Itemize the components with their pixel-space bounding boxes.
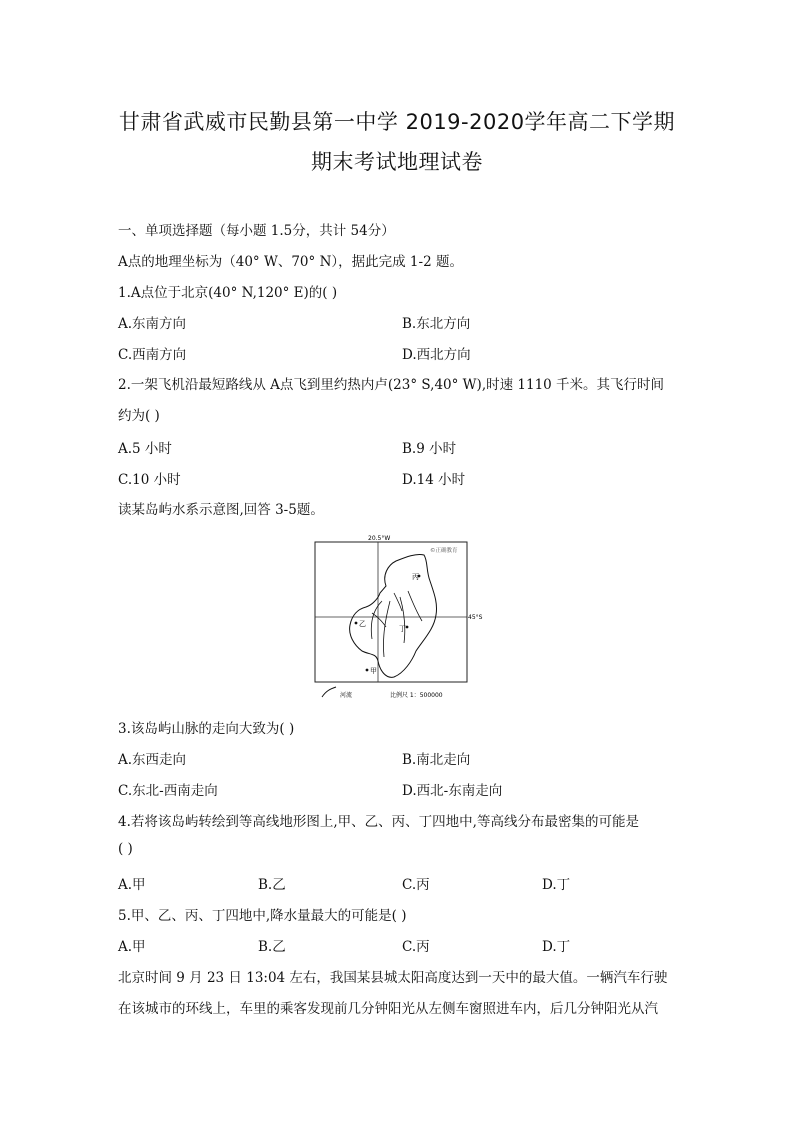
map-frame <box>315 542 467 682</box>
legend-river-label: 河流 <box>340 692 353 699</box>
section-heading: 一、单项选择题（每小题 1.5分，共计 54分） <box>118 223 395 239</box>
river-path <box>372 613 386 627</box>
place-yi-label: 乙 <box>359 620 366 628</box>
q5-option-d: D.丁 <box>542 939 571 955</box>
q2-stem-line2: 约为( ) <box>118 408 160 424</box>
river-path <box>394 593 402 611</box>
q4-option-a: A.甲 <box>118 877 146 893</box>
passage-line1: 北京时间 9 月 23 日 13:04 左右，我国某县城太阳高度达到一天中的最大值。一辆汽车行驶 <box>118 970 668 986</box>
q5-stem: 5.甲、乙、丙、丁四地中,降水量最大的可能是( ) <box>118 908 407 924</box>
place-ding-label: 丁 <box>399 625 406 633</box>
place-bing-label: 丙 <box>412 573 419 581</box>
q5-option-c: C.丙 <box>402 939 430 955</box>
q1-option-b: B.东北方向 <box>402 316 471 332</box>
parallel-label: 45°S <box>468 614 483 621</box>
q2-option-c: C.10 小时 <box>118 472 181 488</box>
q2-stem-line1: 2.一架飞机沿最短路线从 A点飞到里约热内卢(23° S,40° W),时速 1110 千米。其飞行时间 <box>118 377 665 393</box>
exam-title-line2: 期末考试地理试卷 <box>311 150 483 174</box>
map-scale: 比例尺 1：500000 <box>390 692 443 699</box>
q4-stem-line1: 4.若将该岛屿转绘到等高线地形图上,甲、乙、丙、丁四地中,等高线分布最密集的可能是 <box>118 814 639 830</box>
place-jia-label: 甲 <box>370 667 377 675</box>
river-path <box>408 591 422 621</box>
q2-option-a: A.5 小时 <box>118 441 172 457</box>
place-jia-dot <box>366 669 369 672</box>
q4-option-d: D.丁 <box>542 877 571 893</box>
q3-stem: 3.该岛屿山脉的走向大致为( ) <box>118 721 295 737</box>
q3-option-a: A.东西走向 <box>118 752 187 768</box>
q1-option-d: D.西北方向 <box>402 347 471 363</box>
island-outline <box>350 554 437 677</box>
exam-title-line1: 甘肃省武威市民勤县第一中学 2019-2020学年高二下学期 <box>118 110 676 134</box>
q4-option-c: C.丙 <box>402 877 430 893</box>
q5-option-a: A.甲 <box>118 939 146 955</box>
q2-option-b: B.9 小时 <box>402 441 457 457</box>
q3-option-d: D.西北-东南走向 <box>402 783 503 799</box>
river-path <box>400 597 405 643</box>
intro-q1-2: A点的地理坐标为（40° W、70° N），据此完成 1-2 题。 <box>118 254 463 270</box>
q4-option-b: B.乙 <box>258 877 286 893</box>
legend-river-symbol <box>322 687 336 697</box>
q1-stem: 1.A点位于北京(40° N,120° E)的( ) <box>118 285 338 301</box>
place-ding-dot <box>406 626 409 629</box>
meridian-label: 20.5°W <box>368 535 391 542</box>
q1-option-c: C.西南方向 <box>118 347 187 363</box>
map-watermark: ©正确教育 <box>430 548 458 554</box>
q3-option-b: B.南北走向 <box>402 752 471 768</box>
intro-q3-5: 读某岛屿水系示意图,回答 3-5题。 <box>118 502 324 518</box>
river-path <box>383 601 390 657</box>
q2-option-d: D.14 小时 <box>402 472 466 488</box>
island-water-map <box>312 531 484 701</box>
q3-option-c: C.东北-西南走向 <box>118 783 218 799</box>
passage-line2: 在该城市的环线上，车里的乘客发现前几分钟阳光从左侧车窗照进车内，后几分钟阳光从汽 <box>118 1001 658 1017</box>
q1-option-a: A.东南方向 <box>118 316 187 332</box>
q4-stem-line2: ( ) <box>118 841 133 857</box>
q5-option-b: B.乙 <box>258 939 286 955</box>
place-yi-dot <box>355 622 358 625</box>
